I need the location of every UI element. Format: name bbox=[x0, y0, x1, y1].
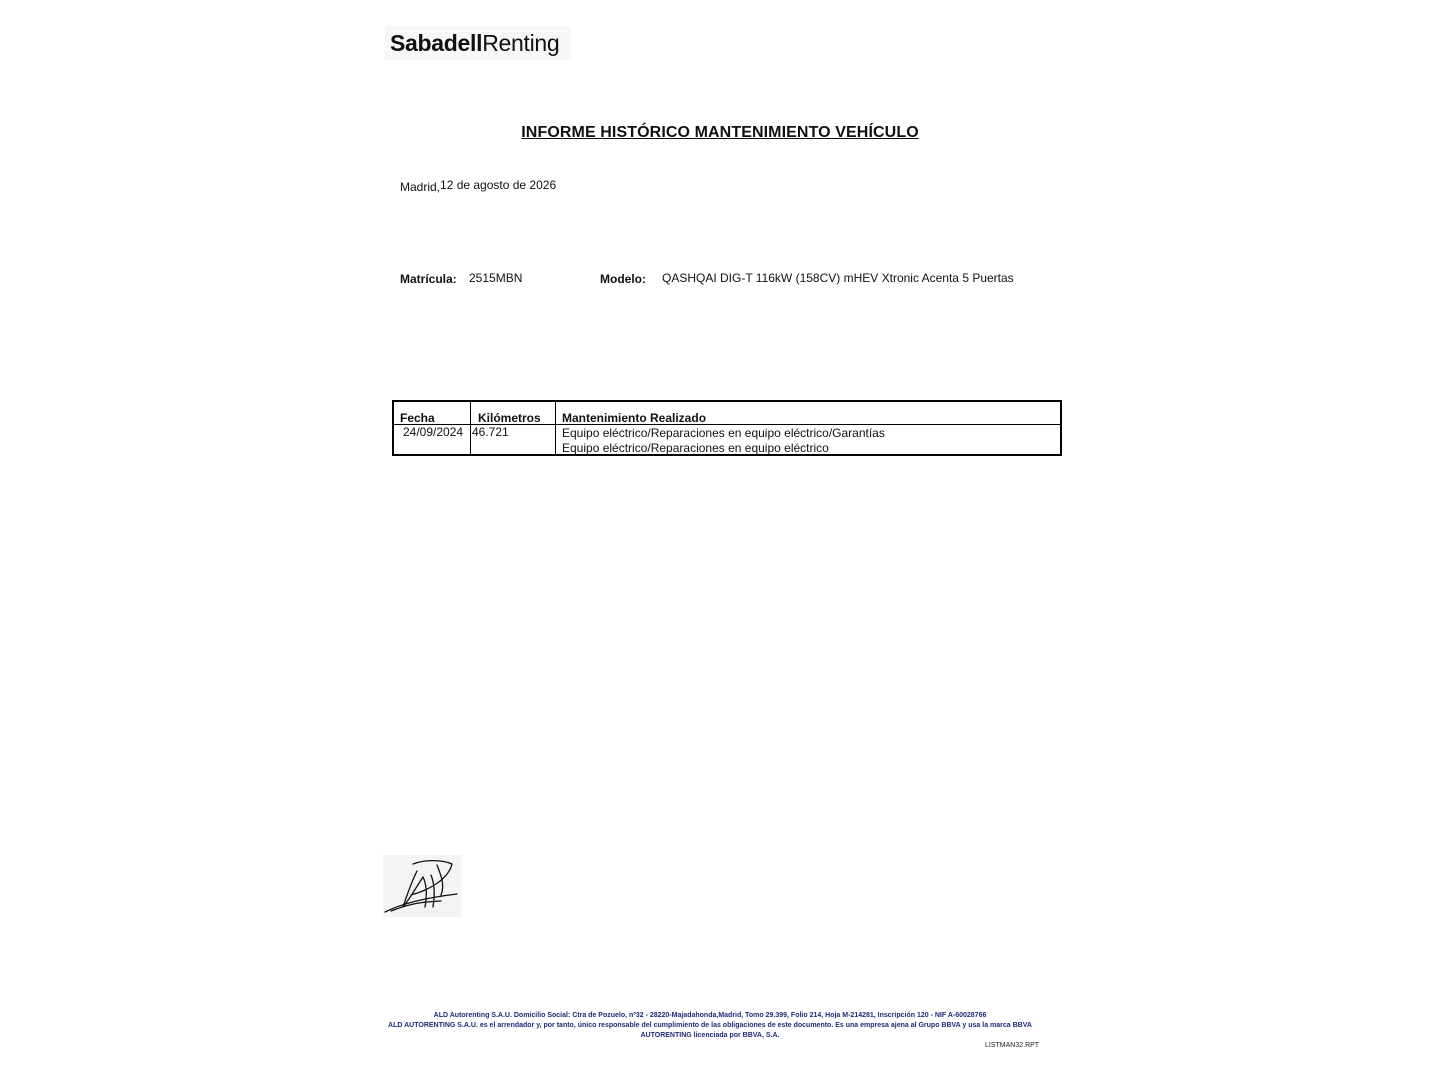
logo-bold-text: Sabadell bbox=[390, 29, 483, 56]
report-date: 12 de agosto de 2026 bbox=[440, 178, 557, 192]
footer-line: ALD Autorenting S.A.U. Domicilio Social: Ctra de Pozuelo, nº32 - 28220-Majadahonda,Madrid, Tomo 29.399, Folio 214, Hoja M-214281, Inscripción 120 - NIF A-60028766 bbox=[433, 1012, 987, 1019]
maintenance-table bbox=[392, 400, 1062, 456]
row-km: 46.721 bbox=[472, 425, 509, 439]
row-date: 24/09/2024 bbox=[403, 425, 464, 439]
column-divider bbox=[555, 402, 556, 454]
report-code: LISTMAN32.RPT bbox=[985, 1042, 1040, 1049]
sabadell-renting-logo bbox=[385, 26, 571, 60]
footer-line: AUTORENTING licenciada por BBVA, S.A. bbox=[640, 1032, 780, 1039]
footer-line: ALD AUTORENTING S.A.U. es el arrendador y, por tanto, único responsable del cumplimiento de las obligaciones de este documento. Es una empresa ajena al Grupo BBVA y usa la marca BBVA bbox=[388, 1022, 1032, 1029]
legal-footer bbox=[0, 1011, 1430, 1041]
row-maintenance-line: Equipo eléctrico/Reparaciones en equipo eléctrico/Garantías bbox=[562, 426, 885, 440]
handwritten-signature bbox=[383, 855, 461, 917]
column-header-maintenance: Mantenimiento Realizado bbox=[562, 411, 707, 425]
plate-value: 2515MBN bbox=[469, 271, 523, 285]
city: Madrid, bbox=[400, 180, 441, 194]
signature-drawing bbox=[383, 855, 461, 917]
plate-label: Matrícula: bbox=[400, 272, 457, 286]
column-divider bbox=[470, 402, 471, 454]
model-value: QASHQAI DIG-T 116kW (158CV) mHEV Xtronic Acenta 5 Puertas bbox=[662, 271, 1014, 285]
logo-light-text: Renting bbox=[482, 29, 560, 56]
place-date bbox=[400, 178, 556, 192]
report-title: INFORME HISTÓRICO MANTENIMIENTO VEHÍCULO bbox=[521, 124, 919, 141]
column-header-km: Kilómetros bbox=[478, 411, 541, 425]
model-label: Modelo: bbox=[600, 272, 646, 286]
row-maintenance-line: Equipo eléctrico/Reparaciones en equipo eléctrico bbox=[562, 441, 829, 455]
column-header-date: Fecha bbox=[400, 411, 435, 425]
